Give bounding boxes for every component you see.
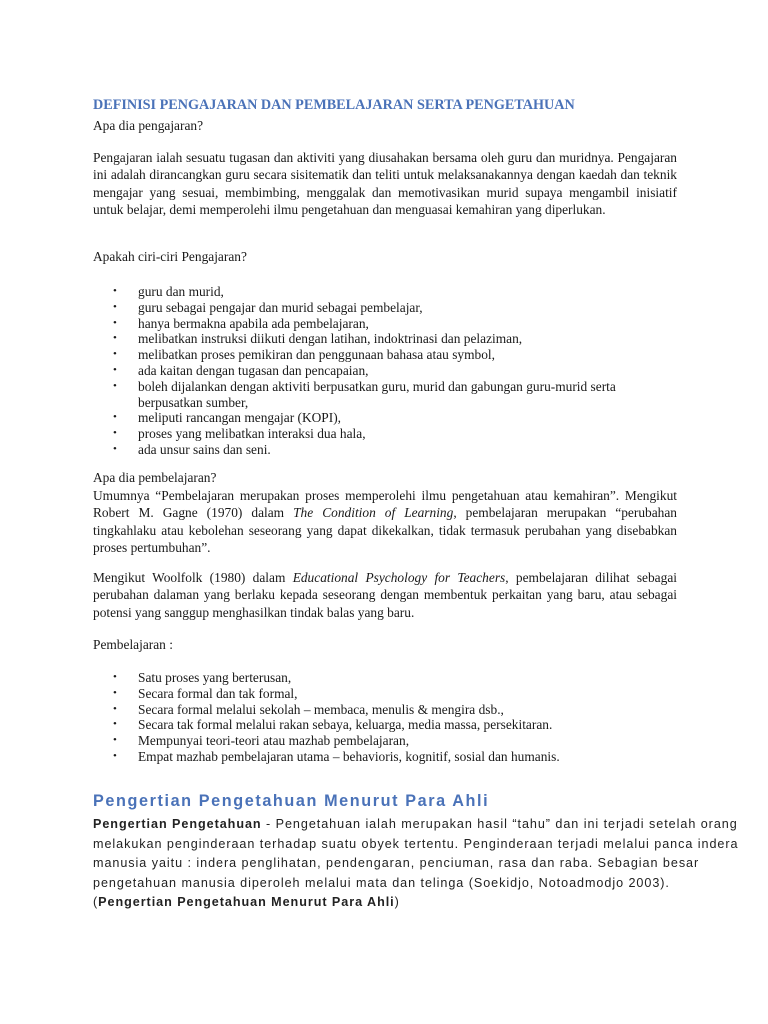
document-title: DEFINISI PENGAJARAN DAN PEMBELAJARAN SERTA PENGETAHUAN (93, 97, 575, 113)
list-item: • meliputi rancangan mengajar (KOPI), (93, 410, 677, 426)
question-ciri-pengajaran: Apakah ciri-ciri Pengajaran? (93, 249, 247, 264)
text-line (93, 893, 693, 913)
heading-pembelajaran: Pembelajaran : (93, 637, 173, 652)
paragraph-woolfolk-part2: , pembelajaran dilihat sebagai perubahan dalaman yang berlaku kepada seseorang dengan membentuk perkaitan yang baru, atau sebagai potensi yang sanggup menghasilkan tindak balas yang baru. (93, 570, 677, 620)
text-line (93, 815, 738, 835)
list-item: • ada unsur sains dan seni. (93, 442, 677, 458)
paragraph-pengertian-pengetahuan (93, 815, 739, 913)
question-pengajaran: Apa dia pengajaran? (93, 118, 204, 133)
list-item: • Empat mazhab pembelajaran utama – behavioris, kognitif, sosial dan humanis. (93, 749, 677, 765)
paragraph-gagne-part1: Umumnya “Pembelajaran merupakan proses memperolehi ilmu pengetahuan atau kemahiran”. Mengikut Robert M. Gagne (1970) dalam (93, 488, 677, 521)
text-line: manusia yaitu : indera penglihatan, pendengaran, penciuman, rasa dan raba. Sebagian besar (93, 856, 700, 871)
list-item: • Secara formal melalui sekolah – membaca, menulis & mengira dsb., (93, 702, 677, 718)
lead-term: Pengertian Pengetahuan (93, 817, 262, 831)
book-title-condition-of-learning: The Condition of Learning (293, 505, 454, 521)
paragraph-woolfolk-part1: Mengikut Woolfolk (1980) dalam (93, 570, 293, 585)
question-pembelajaran: Apa dia pembelajaran? (93, 470, 217, 485)
paragraph-definisi-pengajaran: Pengajaran ialah sesuatu tugasan dan aktiviti yang diusahakan bersama oleh guru dan muridnya. Pengajaran ini adalah dirancangkan guru secara sisitematik dan teliti untuk melaksanakannya dengan kaedah dan teknik mengajar yang sesuai, membimbing, menggalak dan memotivasikan murid supaya mengambil inisiatif untuk belajar, demi memperolehi ilmu pengetahuan dan menguasai kemahiran yang diperlukan. (93, 150, 677, 218)
paren-close: ) (394, 895, 400, 910)
list-item: • boleh dijalankan dengan aktiviti berpusatkan guru, murid dan gabungan guru-murid serta berpusatkan sumber, (93, 379, 677, 411)
list-item: • ada kaitan dengan tugasan dan pencapaian, (93, 363, 677, 379)
ciri-pengajaran-list (93, 284, 677, 458)
text-line: pengetahuan manusia diperoleh melalui mata dan telinga (Soekidjo, Notoadmodjo 2003). (93, 875, 670, 890)
list-item: • Secara tak formal melalui rakan sebaya, keluarga, media massa, persekitaran. (93, 717, 677, 733)
list-item: • guru sebagai pengajar dan murid sebagai pembelajar, (93, 300, 677, 316)
list-item: • Mempunyai teori-teori atau mazhab pembelajaran, (93, 733, 677, 749)
line-text: - Pengetahuan ialah merupakan hasil “tahu” dan ini terjadi setelah orang (261, 817, 738, 831)
paren-open: ( (93, 895, 99, 910)
paragraph-gagne-part2: , pembelajaran merupakan “perubahan tingkahlaku atau kebolehan seseorang yang dapat dikekalkan, tidak termasuk perubahan yang disebabkan proses pertumbuhan”. (93, 505, 677, 556)
list-item: • Satu proses yang berterusan, (93, 670, 677, 686)
list-item: • melibatkan proses pemikiran dan penggunaan bahasa atau symbol, (93, 347, 677, 363)
source-reference: Pengertian Pengetahuan Menurut Para Ahli (98, 895, 395, 910)
section-title-pengertian-pengetahuan: Pengertian Pengetahuan Menurut Para Ahli (93, 792, 490, 810)
list-item: • Secara formal dan tak formal, (93, 686, 677, 702)
text-line: melakukan penginderaan terhadap suatu obyek tertentu. Penginderaan terjadi melalui panca indera (93, 836, 739, 851)
list-item: • proses yang melibatkan interaksi dua hala, (93, 426, 677, 442)
pembelajaran-list (93, 670, 677, 765)
paragraph-gagne (93, 487, 677, 557)
list-item: • melibatkan instruksi diikuti dengan latihan, indoktrinasi dan pelaziman, (93, 331, 677, 347)
paragraph-woolfolk (93, 569, 677, 621)
book-title-educational-psychology: Educational Psychology for Teachers (292, 570, 506, 585)
list-item: • hanya bermakna apabila ada pembelajaran, (93, 316, 677, 332)
list-item: • guru dan murid, (93, 284, 677, 300)
